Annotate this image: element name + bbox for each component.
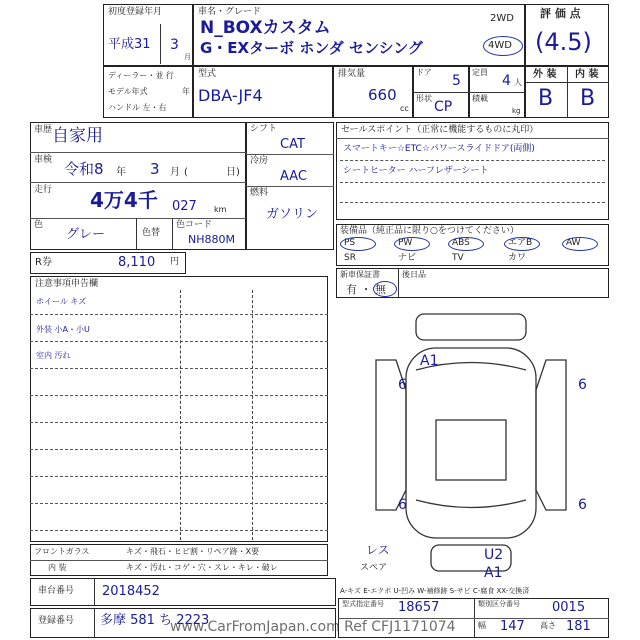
notes-rule bbox=[30, 530, 328, 531]
first-reg-month: 3 bbox=[170, 37, 179, 53]
front-glass-opts: キズ・飛石・ヒビ割・リペア跡・X要 bbox=[126, 547, 260, 556]
notes-title: 注意事項申告欄 bbox=[35, 279, 99, 289]
car-diagram bbox=[336, 300, 609, 584]
person-unit: 人 bbox=[514, 78, 522, 87]
door-label: ドア bbox=[416, 68, 432, 77]
shift-value: CAT bbox=[280, 137, 305, 152]
divider bbox=[30, 218, 246, 219]
divider bbox=[246, 186, 334, 187]
divider bbox=[94, 578, 95, 606]
inspection-month-unit: 月 bbox=[170, 167, 180, 178]
height-value: 181 bbox=[566, 619, 591, 634]
exterior-grade: B bbox=[538, 86, 554, 111]
equipment-code: AW bbox=[566, 238, 581, 248]
type-value: DBA-JF4 bbox=[198, 86, 263, 105]
drive-2wd: 2WD bbox=[490, 13, 514, 24]
inspection-month: 3 bbox=[150, 160, 160, 178]
equipment-code: PS bbox=[344, 238, 356, 248]
doors-value: 5 bbox=[452, 73, 461, 89]
inspection-label: 車検 bbox=[34, 155, 53, 165]
divider bbox=[30, 182, 246, 183]
equipment-name: SR bbox=[344, 253, 356, 263]
displacement-value: 660 bbox=[368, 86, 397, 104]
divider bbox=[340, 160, 605, 161]
watermark: www.CarFromJapan.com Ref CFJ1171074 bbox=[170, 619, 456, 635]
chassis-box bbox=[30, 578, 336, 606]
mark-6-right-bottom: 6 bbox=[578, 497, 587, 513]
divider bbox=[398, 268, 399, 298]
category-label: 車歴 bbox=[34, 125, 53, 135]
sales-line1: スマートキー☆ETC☆パワースライドドア(両側) bbox=[343, 144, 535, 154]
handle-label: ハンドル 左・右 bbox=[108, 103, 167, 112]
load-label: 積載 bbox=[472, 94, 488, 103]
score-value: (4.5) bbox=[535, 28, 592, 56]
first-reg-era: 平成31 bbox=[108, 37, 151, 52]
notes-rule bbox=[30, 476, 328, 477]
equipment-name: ナビ bbox=[398, 253, 417, 263]
width-value: 147 bbox=[500, 619, 525, 634]
mark-u2: U2 bbox=[484, 547, 504, 563]
notes-rule bbox=[30, 368, 328, 369]
divider bbox=[180, 290, 181, 540]
name-grade-label: 車名・グレード bbox=[198, 7, 262, 17]
notes-rule bbox=[30, 341, 328, 342]
aircon-value: AAC bbox=[280, 169, 307, 184]
notes-rule bbox=[30, 503, 328, 504]
shape-value: CP bbox=[434, 99, 453, 115]
recycle-box bbox=[30, 252, 186, 274]
notes-rule bbox=[30, 395, 328, 396]
notes-rule bbox=[30, 314, 328, 315]
divider bbox=[413, 92, 469, 93]
recycle-value: 8,110 bbox=[118, 255, 156, 270]
equipment-code: PW bbox=[398, 238, 413, 248]
divider bbox=[340, 182, 605, 183]
class-value: 0015 bbox=[552, 600, 586, 615]
spare-label: スペア bbox=[360, 563, 388, 573]
divider bbox=[525, 82, 609, 83]
color-code-value: NH880M bbox=[188, 233, 235, 246]
day-paren: ( bbox=[184, 167, 188, 178]
drive-4wd: 4WD bbox=[488, 40, 512, 51]
shift-label: シフト bbox=[250, 124, 278, 134]
mark-6-right-top: 6 bbox=[578, 377, 587, 393]
notes-rule bbox=[30, 422, 328, 423]
divider bbox=[469, 92, 525, 93]
inspection-year-unit: 年 bbox=[116, 167, 126, 178]
class-label: 類別区分番号 bbox=[478, 600, 520, 608]
inspection-value: 令和8 bbox=[64, 160, 104, 178]
day-unit: 日) bbox=[226, 167, 240, 178]
divider bbox=[30, 152, 246, 153]
color-value: グレー bbox=[66, 227, 106, 242]
sales-title: セールスポイント（正常に機能するものに丸印） bbox=[341, 125, 539, 135]
exterior-label: 外 装 bbox=[533, 69, 557, 80]
kg-unit: kg bbox=[512, 107, 521, 115]
chassis-value: 2018452 bbox=[102, 584, 160, 599]
fuel-label: 燃料 bbox=[250, 188, 269, 198]
year-unit: 年 bbox=[182, 87, 190, 96]
mark-6-left-top: 6 bbox=[398, 377, 407, 393]
interior-label: 内 装 bbox=[48, 563, 67, 572]
mark-a1-bottom: A1 bbox=[484, 565, 503, 581]
equipment-name: カワ bbox=[508, 253, 527, 263]
divider bbox=[246, 154, 334, 155]
front-glass-label: フロントガラス bbox=[34, 547, 90, 556]
divider bbox=[30, 560, 328, 561]
interior-grade: B bbox=[580, 86, 596, 111]
sales-line2: シートヒーター ハーフレザーシート bbox=[343, 166, 489, 176]
note-line2: 外装 小A・小U bbox=[36, 325, 90, 334]
category-value: 自家用 bbox=[52, 126, 103, 146]
divider bbox=[340, 202, 605, 203]
damage-legend: A-キズ E-エクボ U-凹み W-補修跡 S-サビ C-腐食 XX-交換済 bbox=[340, 587, 530, 595]
type-designation-value: 18657 bbox=[398, 600, 440, 615]
warranty-label: 新車保証書 bbox=[340, 270, 380, 279]
mileage-label: 走行 bbox=[34, 185, 53, 195]
note-line1: ホイール キズ bbox=[36, 297, 87, 306]
mileage-value: 4万4千 bbox=[90, 188, 158, 212]
color-swap-label: 色替 bbox=[142, 228, 161, 238]
first-reg-label: 初度登録年月 bbox=[108, 7, 163, 17]
equipment-code: ABS bbox=[452, 238, 470, 248]
score-label: 評 価 点 bbox=[540, 7, 581, 20]
color-label: 色 bbox=[34, 220, 44, 230]
divider bbox=[567, 66, 568, 118]
mileage-extra: 027 bbox=[172, 199, 197, 214]
chassis-label: 車台番号 bbox=[38, 586, 75, 596]
width-label: 幅 bbox=[478, 621, 486, 630]
divider bbox=[94, 608, 95, 638]
type-designation-label: 型式指定番号 bbox=[342, 600, 384, 608]
model-year-label: モデル年式 bbox=[108, 87, 148, 96]
recycle-unit: 円 bbox=[170, 257, 180, 267]
reg-label: 登録番号 bbox=[38, 616, 75, 626]
shape-label: 形状 bbox=[416, 94, 432, 103]
month-unit: 月 bbox=[184, 53, 191, 61]
aircon-label: 冷房 bbox=[250, 156, 269, 166]
interior-label: 内 装 bbox=[575, 69, 599, 80]
equipment-name: TV bbox=[452, 253, 464, 263]
reg-value: 多摩 581 ち 2223 bbox=[100, 613, 210, 628]
equipment-code: エアB bbox=[508, 238, 533, 248]
km-unit: km bbox=[214, 205, 227, 214]
mark-6-left-bottom: 6 bbox=[398, 497, 407, 513]
dealer-label: ディーラー・並 行 bbox=[108, 71, 174, 80]
interior-opts: キズ・汚れ・コゲ・穴・スレ・キレ・破レ bbox=[126, 563, 278, 572]
displacement-label: 排気量 bbox=[338, 69, 366, 79]
notes-rule bbox=[30, 449, 328, 450]
color-code-label: 色コード bbox=[176, 220, 213, 230]
fuel-value: ガソリン bbox=[266, 207, 319, 222]
note-line3: 室内 汚れ bbox=[36, 351, 71, 360]
warranty-circle bbox=[373, 281, 397, 297]
recycle-later-label: 後日品 bbox=[402, 270, 426, 279]
divider bbox=[252, 290, 253, 540]
height-label: 高さ bbox=[540, 621, 556, 630]
divider bbox=[336, 138, 609, 139]
divider bbox=[172, 218, 173, 250]
car-name: N_BOXカスタム bbox=[200, 18, 331, 38]
equipment-title: 装備品（純正品に限り○をつけてください） bbox=[340, 226, 519, 236]
mark-less: レス bbox=[366, 543, 390, 557]
grade: G・EXターボ ホンダ センシング bbox=[200, 39, 423, 57]
capacity-value: 4 bbox=[502, 73, 511, 89]
type-label: 型式 bbox=[198, 69, 217, 79]
capacity-label: 定員 bbox=[472, 68, 488, 77]
cc-unit: cc bbox=[400, 104, 409, 113]
recycle-label: R券 bbox=[35, 257, 52, 268]
warranty-value: 有 ・ 無 bbox=[346, 283, 386, 296]
divider bbox=[136, 218, 137, 250]
divider bbox=[160, 24, 161, 64]
mark-a1-top: A1 bbox=[420, 353, 439, 369]
